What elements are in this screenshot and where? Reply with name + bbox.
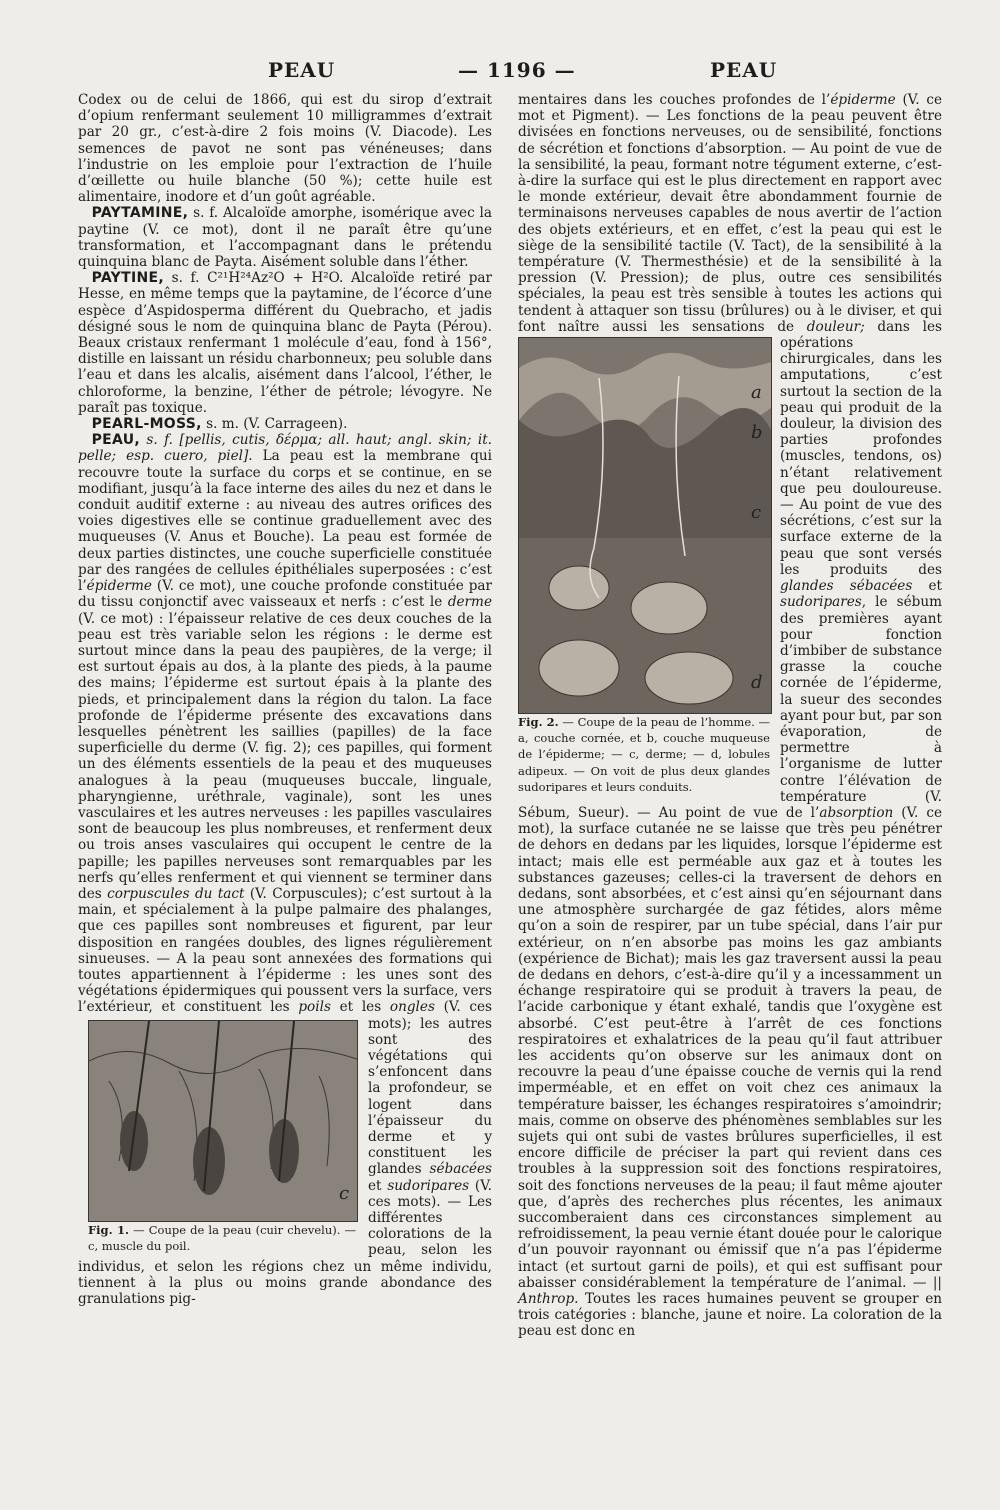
figure-2 <box>518 337 770 795</box>
skin-section-illustration <box>518 337 772 714</box>
entry-headword: PAYTINE, <box>91 270 164 287</box>
right-column <box>518 92 942 1340</box>
entry-etymology: s. f. [pellis, cutis, δέρμα; all. haut; angl. skin; it. pelle; esp. cuero, piel]. <box>78 432 492 465</box>
running-head <box>0 58 1000 88</box>
figure-2-label-c: c <box>751 502 762 524</box>
figure-2-caption: Fig. 2. — Coupe de la peau de l’homme. — a, couche cornée, et b, couche muqueuse de l’épiderme; — c, derme; — d, lobules adipeux. — On voit de plus deux glandes sudoripares et leurs conduits. <box>518 715 771 794</box>
entry-paytamine <box>78 205 492 270</box>
figure-1-caption: Fig. 1. — Coupe de la peau (cuir chevelu). — c, muscle du poil. <box>88 1222 356 1253</box>
figure-2-label-d: d <box>751 672 763 694</box>
entry-headword: PEAU, <box>91 432 141 449</box>
left-column <box>78 92 492 1307</box>
entry-body: s. m. (V. Carrageen). <box>201 416 348 433</box>
figure-1-label-c: c <box>339 1182 350 1204</box>
figure-2-label-b: b <box>751 422 763 444</box>
entry-paytine <box>78 270 492 416</box>
entry-peau: PEAU, s. f. [pellis, cutis, δέρμα; all. haut; angl. skin; it. pelle; esp. cuero, piel]. La peau est la membrane qui recouvre toute la surface du corps et se continue, en se modifiant, jusqu’à la face interne des ailes du nez et dans le conduit auditif externe : au niveau des autres orifices des voies digestives elle se continue graduellement avec des muqueuses (V. Anus et Bouche). La peau est formée de deux parties distinctes, une couche superficielle constituée par des rangées de cellules épithéliales superposées : c’est l’épiderme (V. ce mot), une couche profonde constituée par du tissu conjonctif avec vaisseaux et nerfs : c’est le derme (V. ce mot) : l’épaisseur relative de ces deux couches de la peau est très variable selon les régions : le derme est surtout mince dans la peau des paupières, de la verge; il est surtout épais au dos, à la plante des pieds, à la paume des mains; l’épiderme est surtout épais à la plante des pieds, et principalement dans la région du talon. La face profonde de l’épiderme présente des excavations dans lesquelles pénètrent les saillies (papilles) de la face superficielle du derme (V. fig. 2); ces papilles, qui forment un des éléments essentiels de la peau et des muqueuses analogues à la peau (muqueuses buccale, linguale, pharyngienne, uréthrale, vaginale), sont les unes vasculaires et les autres nerveuses : les papilles vasculaires sont de beaucoup les plus nombreuses, et renferment deux ou trois anses vasculaires qui occupent le centre de la papille; les papilles nerveuses sont remarquables par les nerfs qu’elles renferment et qui viennent se terminer dans des corpuscules du tact (V. Corpuscules); c’est surtout à la main, et spécialement à la pulpe palmaire des phalanges, que ces papilles sont nombreuses et figurent, par leur disposition en rangées doubles, des lignes régulièrement sinueuses. — A la peau sont annexées des formations qui toutes appartiennent à l’épiderme : les unes sont des végétations épidermiques qui poussent vers la surface, vers l’extérieur, et constituent les c Fig. 1. — Coupe de la peau (cuir chevelu). — c, muscle du poil. poils et les ongles (V. ces mots); les autres sont des végétations qui s’enfoncent dans la profondeur, se logent dans l’épaisseur du derme et y constituent les glandes sébacées et sudoripares (V. ces mots). — Les différentes colorations de la peau, selon les individus, et selon les régions chez un même individu, tiennent à la plus ou moins grande abondance des granulations pig- <box>78 432 493 1308</box>
intro-paragraph: Codex ou de celui de 1866, qui est du sirop d’extrait d’opium renfermant seulement 10 milligrammes d’extrait par 20 gr., c’est-à-dire 2 fois moins (V. Diacode). Les semences de pavot ne sont pas vénéneuses; dans l’industrie on les emploie pour l’extraction de l’huile d’œillette ou huile blanche (50 %); cette huile est alimentaire, inodore et d’un goût agréable. <box>78 92 492 206</box>
peau-continuation: mentaires dans les couches profondes de l’épiderme (V. ce mot et Pigment). — Les fonctions de la peau peuvent être divisées en fonctions nerveuses, ou de sensibilité, fonctions de sécrétion et fonctions d’absorption. — Au point de vue de la sensibilité, la peau, formant notre tégument externe, c’est-à-dire la surface qui est le plus directement en rapport avec le monde extérieur, devait être abondamment fournie de terminaisons nerveuses capables de nous avertir de l’action des objets extérieurs, et en effet, c’est la peau qui est le siège de la sensibilité tactile (V. Tact), de la sensibilité à la température (V. Thermesthésie) et de la sensibilité à la pression (V. Pression); de plus, outre ces sensibilités spéciales, la peau est très sensible à toutes les actions qui tendent à attaquer son tissu (brûlures) ou à le diviser, et qui font naître aussi les sensations de a b c d Fig. 2. — Coupe de la peau de l’homme. — a, couche cornée, et b, couche muqueuse de l’épiderme; — c, derme; — d, lobules adipeux. — On voit de plus deux glandes sudoripares et leurs conduits. douleur; dans les opérations chirurgicales, dans les amputations, c’est surtout la section de la peau qui produit de la douleur, la division des parties profondes (muscles, tendons, os) n’étant relativement que peu douloureuse. — Au point de vue des sécrétions, c’est sur la surface externe de la peau que sont versés les produits des glandes sébacées et sudoripares, le sébum des premières ayant pour fonction d’imbiber de substance grasse la couche cornée de l’épiderme, la sueur des secondes ayant pour but, par son évaporation, de permettre à l’organisme de lutter contre l’élévation de température (V. Sébum, Sueur). — Au point de vue de l’absorption (V. ce mot), la surface cutanée ne se laisse que très peu pénétrer de dehors en dedans par les liquides, lorsque l’épiderme est intact; mais elle est perméable aux gaz et à toutes les substances gazeuses; celles-ci la traversent de dehors en dedans, sont absorbées, et c’est ainsi qu’en séjournant dans une atmosphère surchargée de gaz fétides, alors même qu’on a soin de respirer, par un tube spécial, dans l’air pur extérieur, on n’en absorbe pas moins les gaz ambiants (expérience de Bichat); mais les gaz traversent aussi la peau de dedans en dehors, c’est-à-dire qu’il y a incessamment un échange respiratoire qui se produit à travers la peau, de l’acide carbonique y étant exhalé, tandis que l’oxygène est absorbé. C’est peut-être à l’arrêt de ces fonctions respiratoires et exhalatrices de la peau qu’il faut attribuer les accidents qu’on observe sur les animaux dont on recouvre la peau d’une épaisse couche de vernis qui la rend imperméable, et en effet on voit chez ces animaux la température baisser, les échanges respiratoires s’amoindrir; mais, comme on observe des phénomènes semblables sur les sujets qui ont subi de vastes brûlures superficielles, il est encore difficile de préciser la part qui revient dans ces troubles à la suppression soit des fonctions respiratoires, soit des fonctions nerveuses de la peau; il faut même ajouter que, d’après des recherches plus récentes, les animaux succomberaient dans ces circonstances simplement au refroidissement, la peau vernie étant douée pour le calorique d’un pouvoir rayonnant ou émissif que n’a pas l’épiderme intact (et surtout garni de poils), et qui est suffisant pour abaisser considérablement la température de l’animal. — || Anthrop. Toutes les races humaines peuvent se grouper en trois catégories : blanche, jaune et noire. La coloration de la peau est donc en <box>518 92 943 1340</box>
entry-body: s. f. C²¹H²⁴Az²O + H²O. Alcaloïde retiré par Hesse, en même temps que la paytamine, de l’écorce d’une espèce d’Aspidosperma différent du Quebracho, et jadis désigné sous le nom de quinquina blanc de Payta (Pérou). Beaux cristaux renfermant 1 molécule d’eau, fond à 156°, distille en laissant un résidu charbonneux; peu soluble dans l’eau et dans les alcalis, aisément dans l’alcool, l’éther, le chloroforme, la benzine, l’éther de pétrole; lévogyre. Ne paraît pas toxique. <box>78 270 492 416</box>
entry-pearl-moss <box>78 416 492 432</box>
header-left-word: PEAU <box>268 58 336 82</box>
scalp-section-illustration <box>88 1020 358 1222</box>
entry-headword: PAYTAMINE, <box>91 205 189 222</box>
figure-1 <box>88 1020 356 1254</box>
entry-body: s. f. Alcaloïde amorphe, isomérique avec la paytine (V. ce mot), dont il ne paraît être qu’une transformation, et l’accompagnant dans le prétendu quinquina blanc de Payta. Aisément soluble dans l’éther. <box>78 205 492 271</box>
entry-headword: PEARL-MOSS, <box>91 416 202 433</box>
figure-2-label-a: a <box>751 382 762 404</box>
header-right-word: PEAU <box>710 58 778 82</box>
page-number: — 1196 — <box>458 58 576 82</box>
